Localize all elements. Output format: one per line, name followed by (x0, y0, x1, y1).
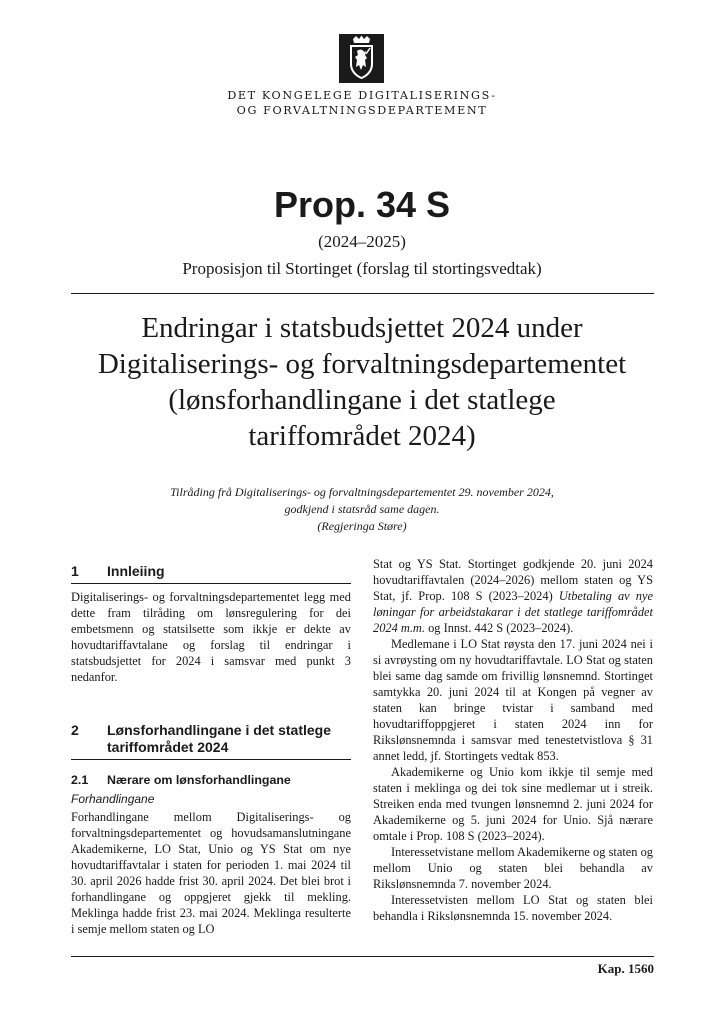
paragraph: Akademikerne og Unio kom ikkje til semje med staten i meklinga og dei tok sine medlemar ut i streik. Streiken enda med tvungen lønsnemnd 2. juni 2024 for Akademikerne og 5. juni 2024 for Unio. Sjå nærare omtale i Prop. 108 S (2023–2024). (373, 765, 653, 843)
footer-divider (71, 956, 654, 957)
paragraph-text: og Innst. 442 S (2023–2024). (424, 621, 574, 635)
divider (71, 293, 654, 294)
section-title: Lønsforhandlingane i det statlege tariffområdet 2024 (107, 722, 332, 755)
left-column (71, 556, 351, 937)
main-title-line: tariffområdet 2024) (248, 420, 476, 452)
ministry-line-1: DET KONGELEGE DIGITALISERINGS- (227, 89, 497, 102)
section-1-text: Digitaliserings- og forvaltningsdepartementet legg med dette fram tilråding om lønsregulering for dei embetsmenn og statsilsette som ikkje er dekte av hovudtariffavtalane og forslag til endringar i statsbudsjettet for 2024 i samsvar med punkt 3 nedanfor. (71, 590, 351, 684)
paragraph: Medlemane i LO Stat røysta den 17. juni 2024 nei i si avrøysting om ny hovudtariffavtale. LO Stat og staten blei same dag samde om frivillig lønsnemnd. Stortinget samtykka 20. juni 2024 til at Kongen på vegner av staten kan bringe tvistar i samband med hovudtariffoppgjeret i staten 2024 inn for Rikslønsnemnda i samsvar med tenestetvistlova § 31 annet ledd, jf. Stortingets vedtak 853. (373, 637, 653, 763)
paragraph (373, 556, 653, 636)
chapter-label: Kap. 1560 (597, 961, 654, 976)
prop-year: (2024–2025) (318, 232, 406, 251)
main-title-line: Endringar i statsbudsjettet 2024 under (141, 312, 583, 344)
prop-title: Prop. 34 S (273, 184, 451, 225)
document-title-italic: Utbetaling av nye løningar for arbeidstakarar i det statlege tariffområdet 2024 m.m. (373, 589, 653, 635)
main-title-line: Digitaliserings- og forvaltningsdepartementet (97, 348, 627, 380)
document-type: Proposisjon til Stortinget (forslag til stortingsvedtak) (182, 259, 542, 278)
section-2-1-text: Forhandlingane mellom Digitaliserings- og forvaltningsdepartementet og hovudsamanslutningane Akademikerne, LO Stat, Unio og YS Stat om nye hovudtariffavtalar i staten for perioden 1. mai 2024 til 30. april 2026 hadde frist 30. april 2024. Det blei brot i forhandlingane og oppgjeret gjekk til mekling. Meklinga hadde frist 23. mai 2024. Meklinga resulterte i semje mellom staten og LO (71, 810, 351, 936)
paragraph: Interessetvisten mellom LO Stat og staten blei behandla i Rikslønsnemnda 15. november 2024. (373, 893, 653, 923)
paragraph-text: Stat og YS Stat. Stortinget godkjende 20. juni 2024 hovudtariffavtalen (2024–2026) mellom staten og YS Stat, jf. Prop. 108 S (2023–2024) (373, 557, 653, 603)
approval-line: Tilråding frå Digitaliserings- og forvaltningsdepartementet 29. november 2024, (170, 485, 554, 499)
approval-line: godkjend i statsråd same dagen. (284, 502, 440, 516)
section-number: 2.1 (71, 773, 89, 787)
section-title: Innleiing (107, 563, 165, 579)
section-heading-1 (71, 563, 351, 584)
section-number: 1 (71, 563, 79, 579)
right-column (373, 556, 653, 924)
main-title-line: (lønsforhandlingane i det statlege (168, 384, 556, 416)
ministry-name (0, 88, 724, 118)
section-number: 2 (71, 722, 79, 738)
section-title: Nærare om lønsforhandlingane (107, 773, 291, 787)
subheading: Forhandlingane (71, 792, 155, 806)
approval-line: (Regjeringa Støre) (317, 519, 407, 533)
paragraph: Interessetvistane mellom Akademikerne og staten og mellom Unio og staten blei behandla av Rikslønsnemnda 7. november 2024. (373, 845, 653, 891)
section-heading-2-1 (71, 772, 351, 788)
coat-of-arms-lion-icon (339, 34, 384, 83)
approval-note (120, 484, 604, 535)
main-title (50, 310, 674, 454)
section-heading-2 (71, 722, 351, 760)
ministry-line-2: OG FORVALTNINGSDEPARTEMENT (236, 104, 488, 117)
